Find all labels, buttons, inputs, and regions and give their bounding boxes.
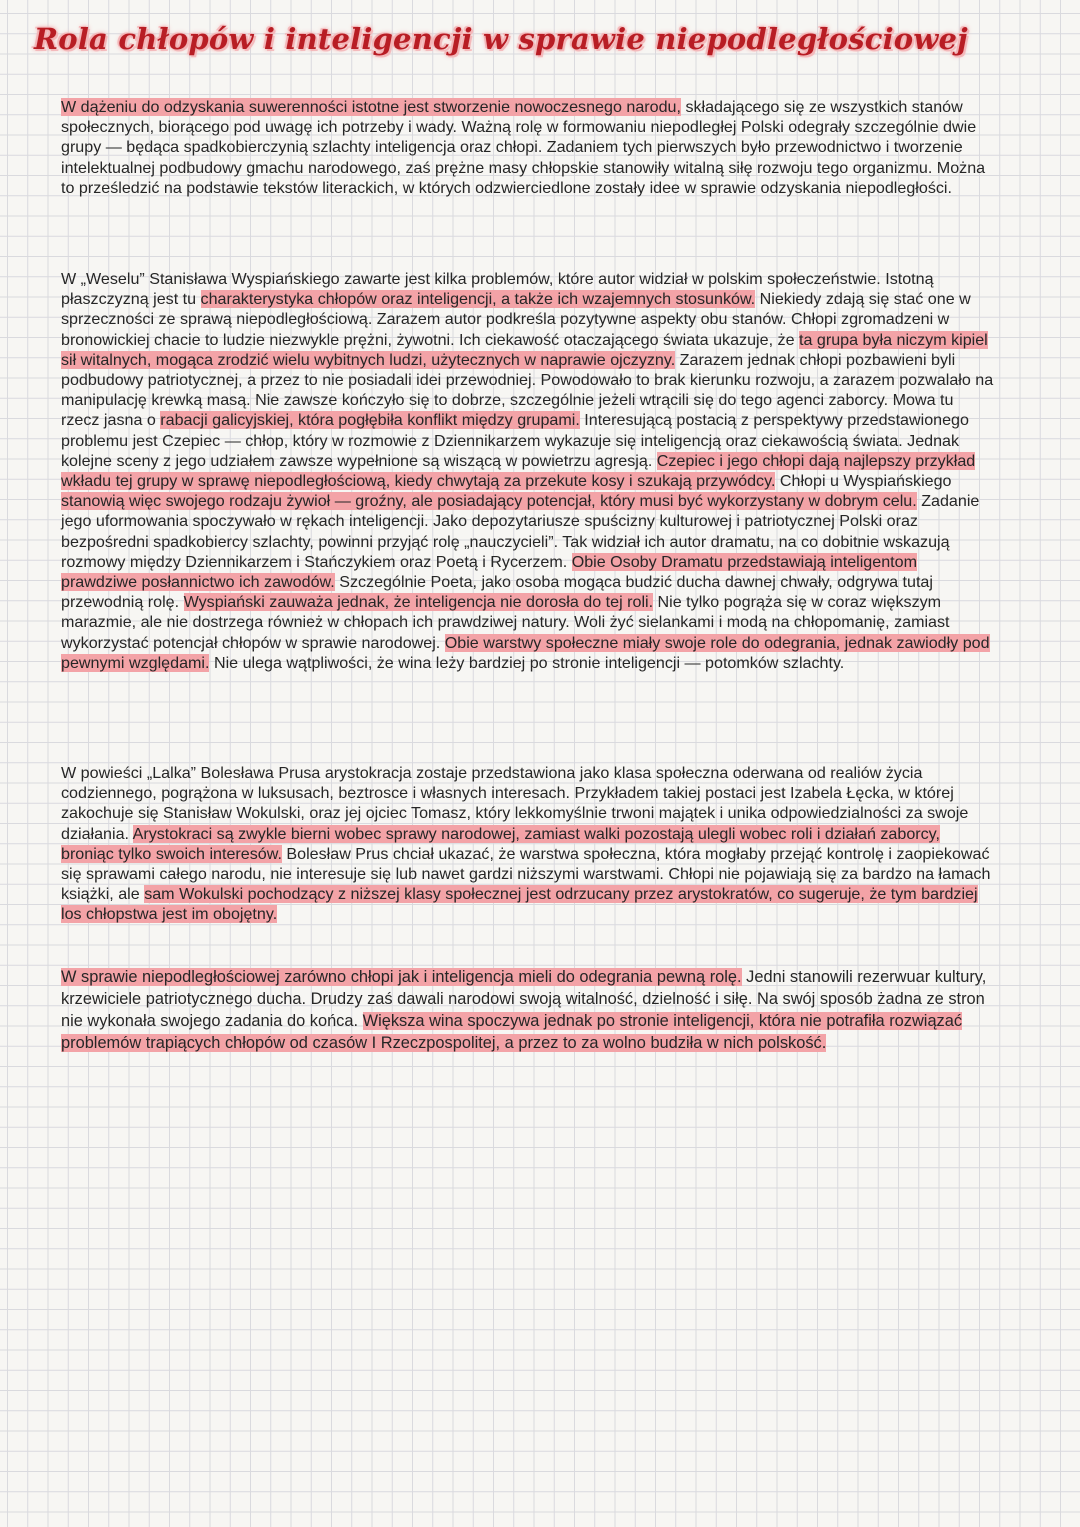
highlighted-text: ta grupa była niczym kipiel sił witalnych, mogąca zrodzić wielu wybitnych ludzi, użytecznych w naprawie ojczyzny. xyxy=(61,330,988,369)
highlighted-text: Wyspiański zauważa jednak, że inteligencja nie dorosła do tej roli. xyxy=(183,593,654,612)
highlighted-text: rabacji galicyjskiej, która pogłębiła konflikt między grupami. xyxy=(160,411,580,430)
paragraph-wesele xyxy=(61,269,996,673)
text-segment: Jedni stanowili rezerwuar kultury, krzewiciele patriotycznego ducha. Drudzy zaś dawali narodowi swoją witalność, dzielność i siłę. Na swój sposób żadna ze stron nie wykonała swojego zadania do końca. xyxy=(61,968,987,1030)
paragraph-intro xyxy=(61,97,996,198)
highlighted-text: sam Wokulski pochodzący z niższej klasy społecznej jest odrzucany przez arystokratów, co sugeruje, że tym bardziej los chłopstwa jest im obojętny. xyxy=(61,885,978,924)
highlighted-text: Obie Osoby Dramatu przedstawiają inteligentom prawdziwe posłannictwo ich zawodów. xyxy=(61,552,917,592)
text-segment: Nie ulega wątpliwości, że wina leży bardziej po stronie inteligencji — potomków szlachty. xyxy=(209,653,845,672)
text-segment: Chłopi u Wyspiańskiego xyxy=(775,472,952,491)
text-segment: Niekiedy zdają się stać one w sprzeczności ze sprawą niepodległościową. Zarazem autor podkreśla pozytywne aspekty obu stanów. Chłopi zgromadzeni w bronowickiej chacie to ludzie niezwykle prężni, żywotni. Ich ciekawość otaczającego świata ukazuje, że xyxy=(61,290,971,349)
text-segment: Interesującą postacią z perspektywy przedstawionego problemu jest Czepiec — chłop, który w rozmowie z Dziennikarzem wykazuje się inteligencją oraz ciekawością świata. Jednak kolejne sceny z jego udziałem zawsze wypełnione są wiszącą w powietrzu agresją. xyxy=(61,411,969,470)
paragraph-conclusion xyxy=(61,966,996,1054)
highlighted-text: Czepiec i jego chłopi dają najlepszy przykład wkładu tej grupy w sprawę niepodległościową, kiedy chwytają za przekute kosy i szukają przywódcy. xyxy=(61,451,976,491)
highlighted-text: stanowią więc swojego rodzaju żywioł — groźny, ale posiadający potencjał, który musi być wykorzystany w dobrym celu. xyxy=(61,492,917,511)
text-segment: Bolesław Prus chciał ukazać, że warstwa społeczna, która mogłaby przejąć kontrolę i zaopiekować się sprawami całego narodu, nie interesuje się lub nawet gardzi niższymi warstwami. Chłopi nie pojawiają się za bardzo na łamach książki, ale xyxy=(61,844,991,904)
text-segment: składającego się ze wszystkich stanów społecznych, biorącego pod uwagę ich potrzeby i wady. Ważną rolę w formowaniu niepodległej Polski odegrały szczególnie dwie grupy — będąca spadkobierczynią szlachty inteligencja oraz chłopi. Zadaniem tych pierwszych było przewodnictwo i tworzenie intelektualnej podbudowy gmachu narodowego, zaś prężne masy chłopskie stanowiły witalną siłę rozwoju tego organizmu. Można to prześledzić na podstawie tekstów literackich, w których odzwierciedlone zostały idee w sprawie odzyskania niepodległości. xyxy=(61,98,986,197)
highlighted-text: Obie warstwy społeczne miały swoje role do odegrania, jednak zawiodły pod pewnymi względami. xyxy=(61,633,990,672)
highlighted-text: charakterystyka chłopów oraz inteligencji, a także ich wzajemnych stosunków. xyxy=(200,290,756,309)
highlighted-text: Większa wina spoczywa jednak po stronie inteligencji, która nie potrafiła rozwiązać problemów trapiących chłopów od czasów I Rzeczpospolitej, a przez to za wolno budziła w nich polskość. xyxy=(61,1012,963,1052)
highlighted-text: W sprawie niepodległościowej zarówno chłopi jak i inteligencja mieli do odegrania pewną rolę. xyxy=(61,968,742,986)
text-segment: W powieści „Lalka” Bolesława Prusa arystokracja zostaje przedstawiona jako klasa społeczna oderwana od realiów życia codziennego, pogrążona w luksusach, beztrosce i własnych interesach. Przykładem takiej postaci jest Izabela Łęcka, w której zakochuje się Stanisław Wokulski, oraz jej ojciec Tomasz, który lekkomyślnie trwoni majątek i unika odpowiedzialności za swoje działania. xyxy=(61,764,969,843)
text-segment: Zarazem jednak chłopi pozbawieni byli podbudowy patriotycznej, a przez to nie posiadali idei przewodniej. Powodowało to brak kierunku rozwoju, a zarazem pozwalało na manipulację krewką masą. Nie zawsze kończyło się to dobrze, szczególnie jeżeli wtrącili się do tego agenci zaborcy. Mowa tu rzecz jasna o xyxy=(61,350,994,430)
text-segment: Nie tylko pogrąża się w coraz większym marazmie, ale nie dostrzega również w chłopach ich prawdziwej natury. Woli żyć sielankami i modą na chłopomanię, zamiast wykorzystać potencjał chłopów w sprawie narodowej. xyxy=(61,593,950,652)
text-segment: Zadanie jego uformowania spoczywało w rękach inteligencji. Jako depozytariusze spuścizny kulturowej i patriotycznej Polski oraz bezpośredni spadkobiercy szlachty, powinni przyjąć rolę „nauczycieli”. Tak widział ich autor dramatu, na co dobitnie wskazują rozmowy między Dziennikarzem i Stańczykiem oraz Poetą i Rycerzem. xyxy=(61,492,980,571)
text-segment: Szczególnie Poeta, jako osoba mogąca budzić ducha dawnej chwały, odgrywa tutaj przewodnią rolę. xyxy=(61,573,933,612)
highlighted-text: Arystokraci są zwykle bierni wobec sprawy narodowej, zamiast walki pozostają ulegli wobec roli i działań zaborcy, broniąc tylko swoich interesów. xyxy=(61,824,941,863)
page-title: Rola chłopów i inteligencji w sprawie niepodległościowej xyxy=(34,22,968,56)
text-segment: W „Weselu” Stanisława Wyspiańskiego zawarte jest kilka problemów, które autor widział w polskim społeczeństwie. Istotną płaszczyzną jest tu xyxy=(61,270,934,309)
paragraph-lalka xyxy=(61,763,996,925)
highlighted-text: W dążeniu do odzyskania suwerenności istotne jest stworzenie nowoczesnego narodu, xyxy=(61,98,681,116)
